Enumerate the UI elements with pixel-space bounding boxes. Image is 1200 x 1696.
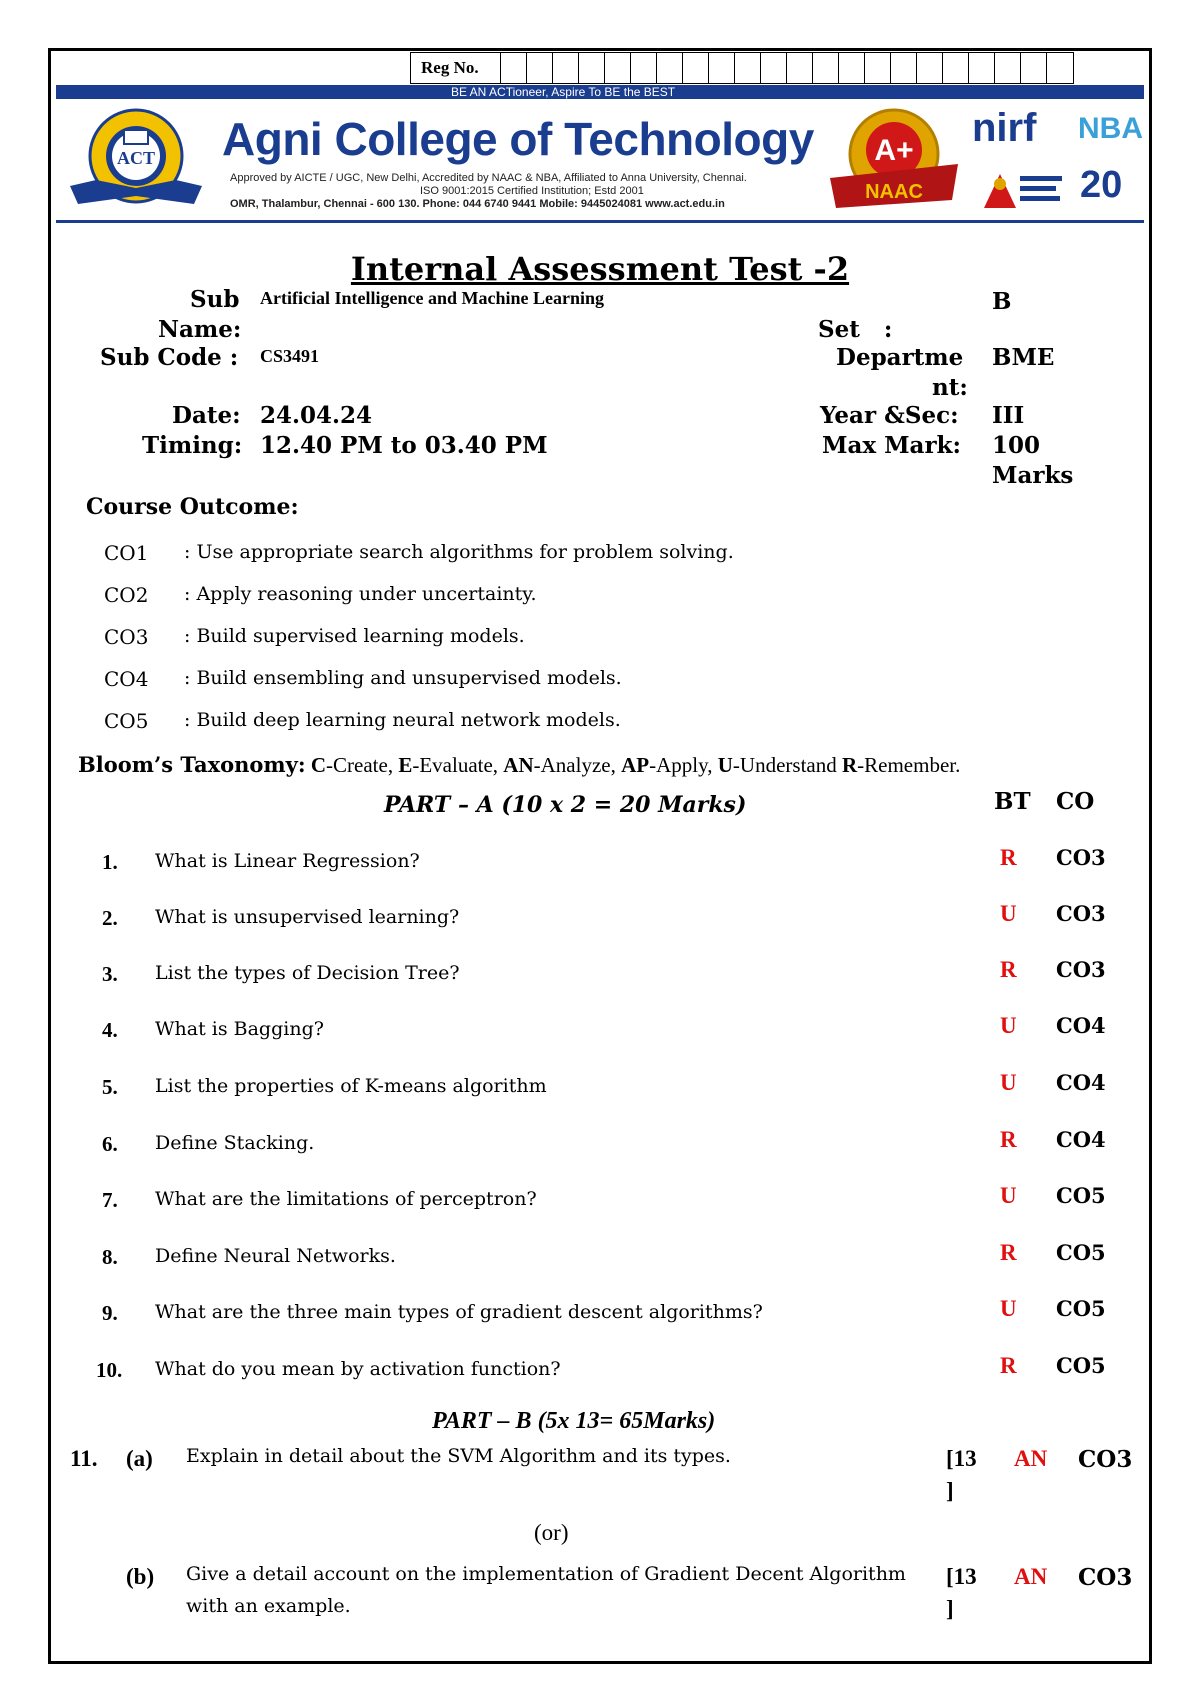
set-value: B	[992, 288, 1012, 315]
reg-no-box[interactable]	[527, 53, 553, 83]
nba-logo: NBA	[1078, 112, 1143, 145]
option-b-label: (b)	[126, 1564, 155, 1589]
max-mark-value-2: Marks	[992, 462, 1074, 489]
co-text: : Use appropriate search algorithms for problem solving.	[184, 541, 734, 563]
co-text: : Build supervised learning models.	[184, 625, 525, 647]
question-text: What are the limitations of perceptron?	[155, 1188, 537, 1210]
naac-grade: A+	[874, 134, 914, 167]
timing-value: 12.40 PM to 03.40 PM	[260, 432, 548, 459]
year-sec-value: III	[992, 402, 1025, 429]
bloom-key: E	[398, 753, 413, 777]
bloom-desc: -Understand	[732, 753, 842, 777]
question-number: 3.	[102, 962, 118, 986]
question-text: What is unsupervised learning?	[155, 906, 460, 928]
question-co: CO5	[1056, 1240, 1106, 1265]
naac-label: NAAC	[865, 181, 923, 203]
question-co: CO4	[1056, 1013, 1106, 1038]
reg-no-label: Reg No.	[411, 53, 501, 83]
reg-no-box[interactable]	[631, 53, 657, 83]
reg-no-box[interactable]	[917, 53, 943, 83]
nba-years: 20	[1080, 164, 1123, 206]
reg-no-box[interactable]	[891, 53, 917, 83]
question-bt-level: R	[1000, 957, 1017, 982]
option-a-bt-level: AN	[1014, 1446, 1048, 1471]
question-co: CO3	[1056, 901, 1106, 926]
question-text: What are the three main types of gradient descent algorithms?	[155, 1301, 763, 1323]
option-a-label: (a)	[126, 1446, 153, 1471]
question-co: CO3	[1056, 957, 1106, 982]
option-b-marks: [13	[946, 1564, 977, 1589]
question-bt-level: U	[1000, 1013, 1017, 1038]
bloom-key: C	[310, 753, 327, 777]
part-b-question-number: 11.	[70, 1446, 98, 1471]
question-text: What is Linear Regression?	[155, 850, 420, 872]
option-b-marks-bracket: ]	[946, 1596, 954, 1621]
bloom-desc: -Apply,	[649, 753, 718, 777]
question-co: CO5	[1056, 1353, 1106, 1378]
option-a-marks: [13	[946, 1446, 977, 1471]
question-bt-level: U	[1000, 1296, 1017, 1321]
option-a-co: CO3	[1078, 1446, 1133, 1473]
bloom-key: AP	[621, 753, 650, 777]
reg-no-box[interactable]	[735, 53, 761, 83]
co-text: : Build deep learning neural network models.	[184, 709, 621, 731]
date-label: Date:	[172, 402, 241, 429]
bloom-key: R	[841, 753, 858, 777]
sub-name-value: Artificial Intelligence and Machine Learning	[260, 288, 604, 308]
question-bt-level: R	[1000, 845, 1017, 870]
reg-no-box[interactable]	[1047, 53, 1073, 83]
college-address-line1: Approved by AICTE / UGC, New Delhi, Accredited by NAAC & NBA, Affiliated to Anna University, Chennai.	[230, 172, 747, 184]
reg-no-box[interactable]	[865, 53, 891, 83]
co-code: CO1	[104, 541, 149, 565]
question-bt-level: U	[1000, 1070, 1017, 1095]
college-emblem-icon	[66, 104, 206, 214]
bloom-key: AN	[503, 753, 534, 777]
question-co: CO3	[1056, 845, 1106, 870]
year-sec-label: Year &Sec:	[820, 402, 959, 429]
reg-no-box[interactable]	[683, 53, 709, 83]
part-b-heading: PART – B (5x 13= 65Marks)	[432, 1408, 716, 1434]
header-divider	[56, 220, 1144, 223]
department-value: BME	[992, 344, 1055, 371]
bloom-label: Bloom’s Taxonomy:	[78, 752, 306, 777]
question-bt-level: R	[1000, 1127, 1017, 1152]
course-outcome-heading: Course Outcome:	[86, 494, 299, 520]
option-b-text-line2: with an example.	[186, 1595, 351, 1617]
question-co: CO5	[1056, 1296, 1106, 1321]
option-b-co: CO3	[1078, 1564, 1133, 1591]
reg-no-box[interactable]	[813, 53, 839, 83]
sub-name-label-2: Name:	[158, 316, 242, 343]
question-text: List the properties of K-means algorithm	[155, 1075, 547, 1097]
co-text: : Apply reasoning under uncertainty.	[184, 583, 537, 605]
question-text: List the types of Decision Tree?	[155, 962, 460, 984]
institution-innovation-council-icon	[976, 162, 1066, 214]
reg-no-box[interactable]	[501, 53, 527, 83]
co-code: CO3	[104, 625, 149, 649]
reg-no-box[interactable]	[1021, 53, 1047, 83]
option-a-text: Explain in detail about the SVM Algorithm and its types.	[186, 1445, 731, 1467]
tagline-banner	[56, 85, 1144, 99]
question-bt-level: R	[1000, 1353, 1017, 1378]
max-mark-label: Max Mark:	[822, 432, 961, 459]
bloom-desc: -Remember.	[857, 753, 961, 777]
question-number: 8.	[102, 1245, 118, 1269]
reg-no-box[interactable]	[709, 53, 735, 83]
co-text: : Build ensembling and unsupervised models.	[184, 667, 622, 689]
naac-badge-icon	[824, 104, 964, 214]
college-address-line3: OMR, Thalambur, Chennai - 600 130. Phone: 044 6740 9441 Mobile: 9445024081 www.act.edu.in	[230, 198, 725, 210]
reg-no-box[interactable]	[657, 53, 683, 83]
question-number: 9.	[102, 1301, 118, 1325]
college-address-line2: ISO 9001:2015 Certified Institution; Estd 2001	[420, 185, 644, 197]
sub-code-label: Sub Code :	[100, 344, 239, 371]
question-bt-level: U	[1000, 901, 1017, 926]
question-co: CO4	[1056, 1070, 1106, 1095]
co-column-header: CO	[1056, 788, 1095, 815]
reg-no-box[interactable]	[969, 53, 995, 83]
exam-title	[0, 250, 1200, 288]
bloom-desc: -Create,	[326, 753, 399, 777]
date-value: 24.04.24	[260, 402, 373, 429]
department-label-1: Departme	[836, 344, 964, 371]
college-name: Agni College of Technology	[222, 113, 814, 165]
option-a-marks-bracket: ]	[946, 1478, 954, 1503]
question-text: Define Neural Networks.	[155, 1245, 396, 1267]
question-number: 4.	[102, 1018, 118, 1042]
reg-no-field	[410, 52, 1074, 84]
question-number: 5.	[102, 1075, 118, 1099]
reg-no-box[interactable]	[761, 53, 787, 83]
bloom-taxonomy-line	[78, 752, 960, 778]
sub-code-value: CS3491	[260, 346, 320, 366]
question-text: What is Bagging?	[155, 1018, 324, 1040]
question-text: What do you mean by activation function?	[155, 1358, 561, 1380]
or-separator: (or)	[534, 1520, 569, 1545]
question-bt-level: U	[1000, 1183, 1017, 1208]
reg-no-box[interactable]	[579, 53, 605, 83]
sub-name-label-1: Sub	[190, 286, 240, 313]
question-number: 1.	[102, 850, 118, 874]
question-number: 10.	[96, 1358, 123, 1382]
timing-label: Timing:	[142, 432, 243, 459]
question-number: 6.	[102, 1132, 118, 1156]
question-number: 2.	[102, 906, 118, 930]
exam-title-text: Internal Assessment Test -2	[350, 250, 850, 288]
college-logo-text: ACT	[116, 148, 156, 168]
reg-no-box[interactable]	[995, 53, 1021, 83]
reg-no-box[interactable]	[839, 53, 865, 83]
co-code: CO5	[104, 709, 149, 733]
co-code: CO2	[104, 583, 149, 607]
co-code: CO4	[104, 667, 149, 691]
reg-no-box[interactable]	[605, 53, 631, 83]
nirf-logo: nirf	[972, 106, 1037, 150]
question-bt-level: R	[1000, 1240, 1017, 1265]
question-co: CO4	[1056, 1127, 1106, 1152]
question-co: CO5	[1056, 1183, 1106, 1208]
bloom-desc: -Evaluate,	[412, 753, 504, 777]
reg-no-box[interactable]	[553, 53, 579, 83]
set-label: Set :	[818, 316, 893, 343]
bloom-key: U	[717, 753, 733, 777]
question-text: Define Stacking.	[155, 1132, 315, 1154]
option-b-bt-level: AN	[1014, 1564, 1048, 1589]
part-a-heading: PART – A (10 x 2 = 20 Marks)	[384, 792, 747, 818]
bloom-desc: -Analyze,	[533, 753, 622, 777]
department-label-2: nt:	[932, 374, 968, 401]
bt-column-header: BT	[994, 788, 1031, 815]
reg-no-box[interactable]	[943, 53, 969, 83]
question-number: 7.	[102, 1188, 118, 1212]
option-b-text-line1: Give a detail account on the implementation of Gradient Decent Algorithm	[186, 1563, 906, 1585]
max-mark-value-1: 100	[992, 432, 1041, 459]
tagline: BE AN ACTioneer, Aspire To BE the BEST	[451, 85, 676, 99]
reg-no-box[interactable]	[787, 53, 813, 83]
